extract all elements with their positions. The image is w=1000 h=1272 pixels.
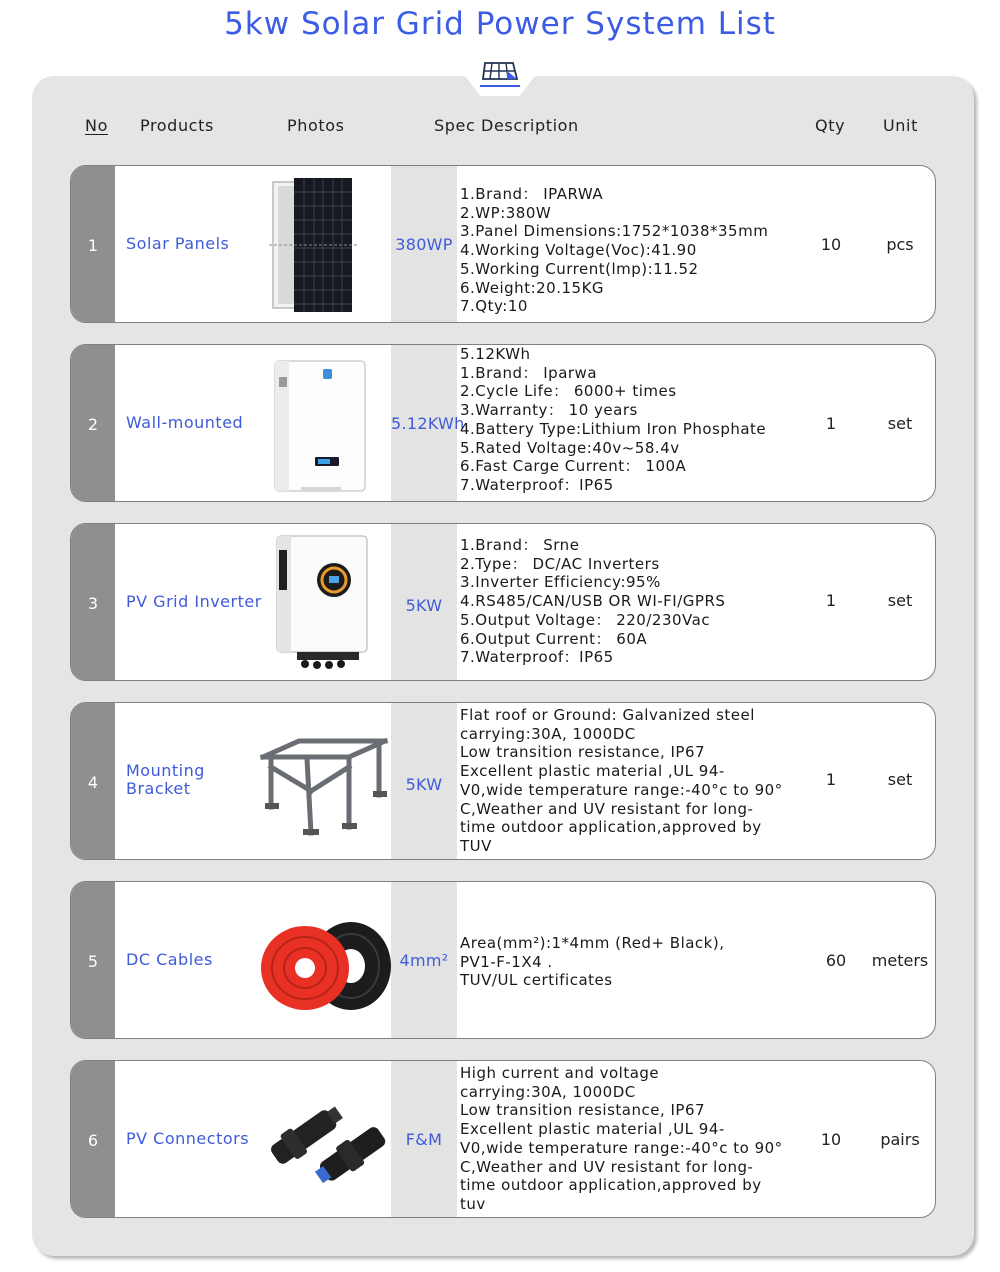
column-header-spec: Spec Description [434, 116, 579, 135]
spec-line: 5.Working Current(lmp):11.52 [460, 259, 699, 278]
row-number: 4 [87, 773, 99, 792]
inverter-photo [249, 532, 399, 674]
column-header-products: Products [140, 116, 214, 135]
spec-line: 3.Panel Dimensions:1752*1038*35mm [460, 222, 769, 241]
spec-line: carrying:30A, 1000DC [460, 1082, 636, 1101]
spec-description [460, 536, 790, 667]
product-name: Solar Panels [126, 234, 230, 253]
spec-line: High current and voltage [460, 1064, 660, 1082]
spec-line: 3.Warranty： 10 years [460, 401, 638, 420]
row-number: 2 [87, 415, 99, 434]
dc-cables-photo [249, 890, 399, 1032]
table-row [70, 1060, 936, 1218]
unit: set [887, 770, 913, 789]
table-row [70, 165, 936, 323]
table-row [70, 523, 936, 681]
quantity: 1 [825, 591, 837, 610]
spec-line: 7.Waterproof：IP65 [460, 475, 614, 494]
quantity: 10 [820, 1130, 842, 1149]
spec-line: Area(mm²):1*4mm (Red+ Black), [460, 934, 725, 952]
product-name: PV Connectors [126, 1129, 250, 1148]
spec-line: carrying:30A, 1000DC [460, 724, 636, 743]
product-name: Mounting Bracket [126, 761, 205, 798]
spec-description [460, 345, 790, 495]
spec-line: Excellent plastic material ,UL 94- [460, 762, 725, 781]
spec-line: time outdoor application,approved by [460, 1176, 762, 1195]
power-rating: 380WP [395, 235, 453, 254]
spec-line: V0,wide temperature range:-40°c to 90° [460, 1138, 783, 1157]
spec-line: 1.Brand： Iparwa [460, 363, 598, 382]
quantity: 1 [825, 770, 837, 789]
spec-line: 5.Output Voltage： 220/230Vac [460, 610, 711, 629]
mounting-bracket-photo [249, 711, 399, 853]
unit: meters [871, 951, 929, 970]
spec-line: 1.Brand： Srne [460, 536, 580, 554]
column-header-photos: Photos [287, 116, 345, 135]
spec-description [460, 706, 790, 856]
row-number: 1 [87, 236, 99, 255]
spec-line: 1.Brand： IPARWA [460, 185, 604, 203]
spec-line: Excellent plastic material ,UL 94- [460, 1120, 725, 1139]
page-title: 5kw Solar Grid Power System List [224, 6, 776, 42]
spec-line: 4.RS485/CAN/USB OR WI-FI/GPRS [460, 592, 726, 611]
unit: pcs [886, 235, 914, 254]
product-name: PV Grid Inverter [126, 592, 262, 611]
spec-line: V0,wide temperature range:-40°c to 90° [460, 780, 783, 799]
table-row [70, 344, 936, 502]
spec-line: 2.Type： DC/AC Inverters [460, 554, 660, 573]
unit: set [887, 591, 913, 610]
unit: set [887, 414, 913, 433]
quantity: 60 [825, 951, 847, 970]
spec-line: Low transition resistance, IP67 [460, 1101, 706, 1120]
product-name: DC Cables [126, 950, 213, 969]
spec-line: 6.Fast Carge Current： 100A [460, 457, 687, 476]
solar-panel-photo [249, 174, 399, 316]
solar-panel-icon [480, 57, 520, 89]
spec-line: 5.12KWh [460, 345, 531, 363]
table-row [70, 881, 936, 1039]
row-number: 6 [87, 1131, 99, 1150]
power-rating: 5.12KWh [391, 414, 465, 433]
spec-line: time outdoor application,approved by [460, 818, 762, 837]
spec-line: PV1-F-1X4 . [460, 952, 553, 971]
spec-line: C,Weather and UV resistant for long- [460, 799, 754, 818]
spec-line: 6.Weight:20.15KG [460, 278, 605, 297]
spec-line: 7.Qty:10 [460, 297, 528, 316]
row-number: 3 [87, 594, 99, 613]
quantity: 10 [820, 235, 842, 254]
spec-line: Flat roof or Ground: Galvanized steel [460, 706, 755, 724]
power-rating: 5KW [405, 775, 443, 794]
spec-line: 4.Battery Type:Lithium Iron Phosphate [460, 419, 767, 438]
power-rating: 4mm² [399, 951, 449, 970]
column-header-qty: Qty [815, 116, 846, 135]
wall-battery-photo [249, 353, 399, 495]
unit: pairs [880, 1130, 920, 1149]
spec-line: tuv [460, 1194, 486, 1213]
spec-line: 5.Rated Voltage:40v~58.4v [460, 438, 680, 457]
spec-line: 2.Cycle Life： 6000+ times [460, 382, 677, 401]
spec-line: 3.Inverter Efficiency:95% [460, 573, 661, 592]
spec-line: TUV/UL certificates [460, 971, 613, 990]
product-name: Wall-mounted [126, 413, 244, 432]
spec-line: 4.Working Voltage(Voc):41.90 [460, 241, 697, 260]
spec-line: C,Weather and UV resistant for long- [460, 1157, 754, 1176]
column-header-unit: Unit [883, 116, 918, 135]
row-number: 5 [87, 952, 99, 971]
table-row [70, 702, 936, 860]
spec-line: 2.WP:380W [460, 203, 552, 222]
spec-line: Low transition resistance, IP67 [460, 743, 706, 762]
pv-connectors-photo [249, 1069, 399, 1211]
quantity: 1 [825, 414, 837, 433]
spec-line: 6.Output Current： 60A [460, 629, 648, 648]
power-rating: 5KW [405, 596, 443, 615]
spec-description [460, 1064, 790, 1214]
column-header-no: No [85, 116, 108, 135]
power-rating: F&M [405, 1130, 443, 1149]
spec-description [460, 934, 790, 990]
spec-line: 7.Waterproof：IP65 [460, 648, 614, 667]
spec-line: TUV [460, 836, 492, 855]
spec-description [460, 185, 790, 316]
